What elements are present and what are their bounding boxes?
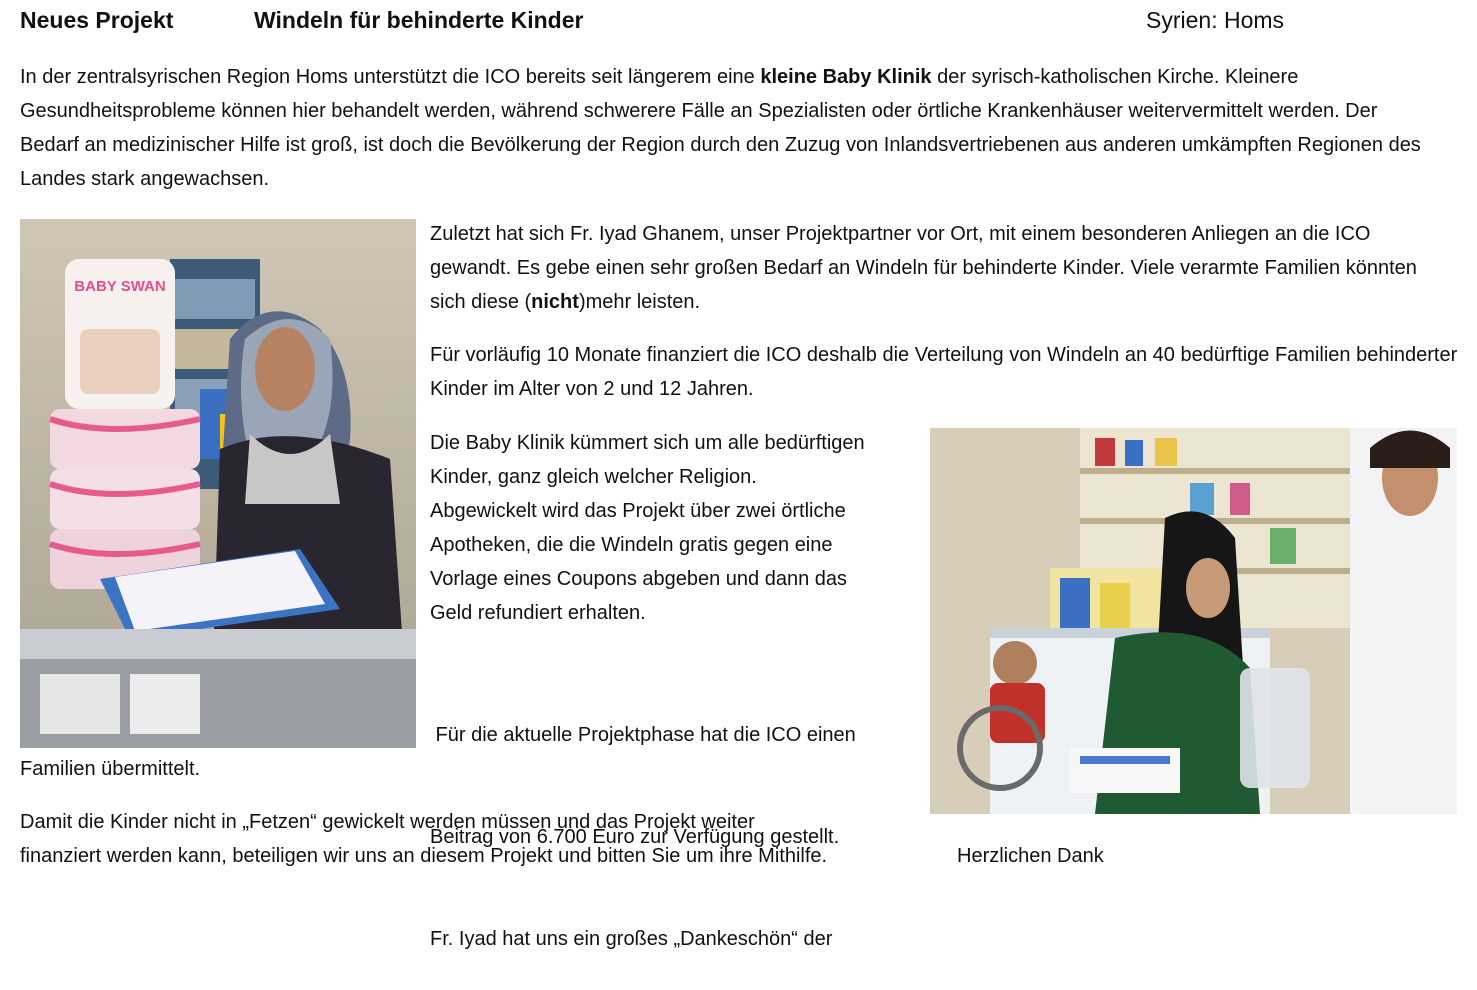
thanks-text: Herzlichen Dank [957, 845, 1104, 867]
intro-paragraph [20, 60, 1440, 196]
project-label: Neues Projekt [20, 7, 174, 33]
intro-text-2: der syrisch-katholischen Kirche. Kleinere Gesundheitsprobleme können hier behandelt werden, während schwerere Fälle an Spezialisten oder örtliche Krankenhäuser weitervermittelt werden. Der Bedarf an medizinischer Hilfe ist groß, ist doch die Bevölkerung der Region durch den Zuzug von Inlandsvertriebenen aus anderen umkämpften Regionen des Landes stark angewachsen. [20, 66, 1421, 190]
paragraph-clinic [430, 426, 865, 630]
diaper-brand-text: BABY SWAN [74, 278, 166, 295]
clinic-line-2: Kinder, ganz gleich welcher Religion. [430, 466, 757, 488]
closing-line-2: finanziert werden kann, beteiligen wir uns an diesem Projekt und bitten Sie um ihre Mithilfe. [20, 845, 828, 867]
paragraph-funding: Für vorläufig 10 Monate finanziert die ICO deshalb die Verteilung von Windeln an 40 bedürftige Familien behinderter Kinder im Alter von 2 und 12 Jahren. [430, 344, 1458, 400]
clinic-line-1: Die Baby Klinik kümmert sich um alle bedürftigen [430, 432, 865, 454]
clinic-line-3: Abgewickelt wird das Projekt über zwei örtliche [430, 500, 846, 522]
request-text-1: Zuletzt hat sich Fr. Iyad Ghanem, unser Projektpartner vor Ort, mit einem besonderen Anliegen an die ICO gewandt. Es gebe einen sehr großen Bedarf an Windeln für behinderte Kinder. Viele verarmte Familien könnten sich diese ( [430, 223, 1417, 313]
clinic-line-4: Apotheken, die die Windeln gratis gegen eine [430, 534, 833, 556]
request-bold-text: nicht [531, 291, 579, 313]
request-text-2: )mehr leisten. [578, 291, 701, 313]
intro-text-1: In der zentralsyrischen Region Homs unterstützt die ICO bereits seit längerem eine [20, 66, 761, 88]
photo-pharmacy-scene [930, 428, 1457, 814]
intro-bold-text: kleine Baby Klinik [760, 66, 932, 88]
amount-line-4: Familien übermittelt. [20, 758, 201, 780]
photo-woman-with-diapers [20, 219, 416, 748]
clinic-line-6: Geld refundiert erhalten. [430, 602, 646, 624]
amount-line-2: Beitrag von 6.700 Euro zur Verfügung gestellt. [430, 826, 840, 848]
closing-line-1: Damit die Kinder nicht in „Fetzen“ gewickelt werden müssen und das Projekt weiter [20, 811, 755, 833]
amount-line-1: Für die aktuelle Projektphase hat die ICO einen [430, 724, 856, 746]
clinic-line-5: Vorlage eines Coupons abgeben und dann das [430, 568, 848, 590]
page-title: Windeln für behinderte Kinder [254, 7, 584, 33]
paragraph-request [430, 217, 1450, 319]
amount-line-3: Fr. Iyad hat uns ein großes „Dankeschön“ der [430, 928, 833, 950]
location-label: Syrien: Homs [1146, 7, 1285, 33]
